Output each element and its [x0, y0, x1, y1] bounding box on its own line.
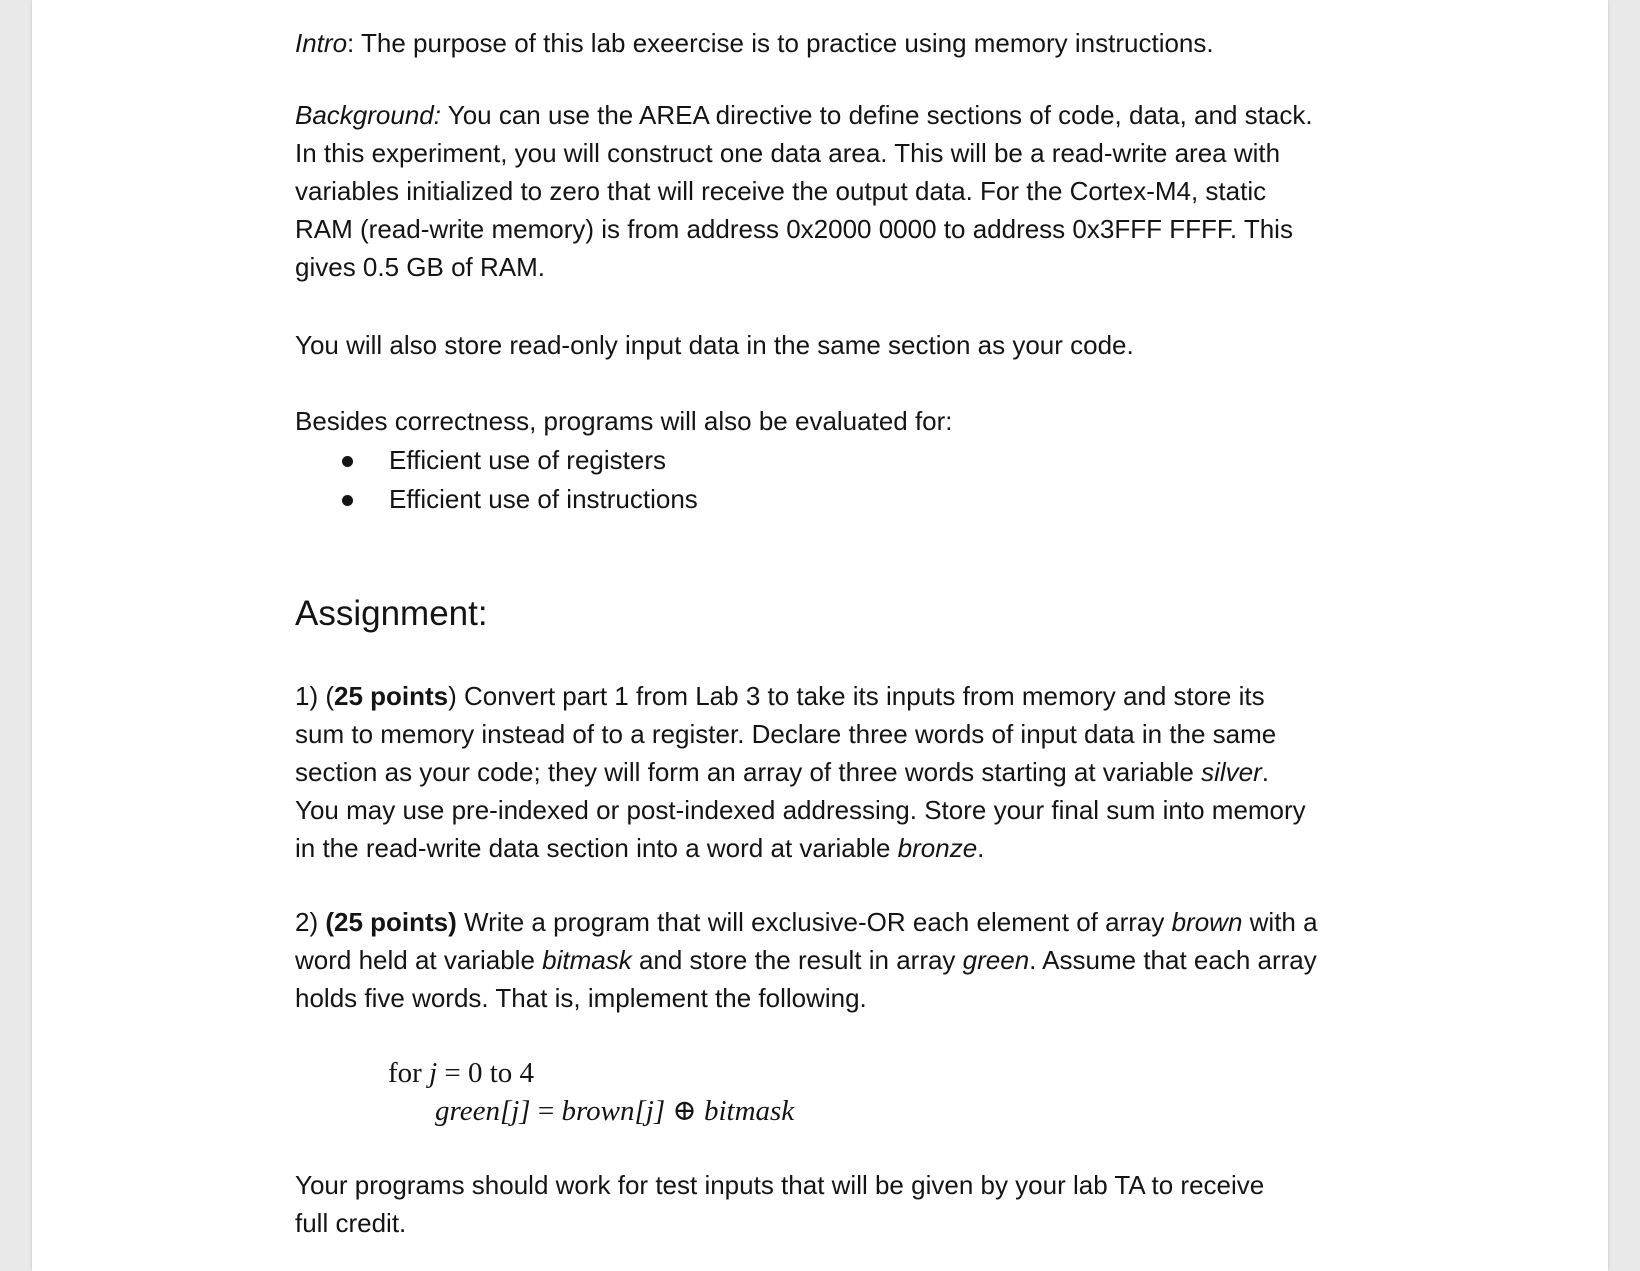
formula-line-1: for j = 0 to 4 [388, 1057, 535, 1089]
task-1-paragraph: 1) (25 points) Convert part 1 from Lab 3 to take its inputs from memory and store its sum to memory instead of to a register. Declare three words of input data in the same section as your code; they will form an array of three words starting at variable silver. You may use pre-indexed or post-indexed addressing. Store your final sum into memory in the read-write data section into a word at variable bronze. [295, 681, 1306, 863]
variable-green: green [962, 945, 1030, 975]
background-line-4: RAM (read-write memory) is from address 0x2000 0000 to address 0x3FFF FFFF. This [295, 214, 1293, 244]
background-line-1: You can use the AREA directive to define sections of code, data, and stack. [440, 100, 1313, 130]
background-line-5: gives 0.5 GB of RAM. [295, 252, 545, 282]
evaluation-intro: Besides correctness, programs will also be evaluated for: [295, 406, 953, 436]
readonly-note: You will also store read-only input data in the same section as your code. [295, 330, 1134, 360]
list-item: Efficient use of registers [295, 441, 698, 480]
intro-label: Intro [295, 28, 348, 58]
list-item: Efficient use of instructions [295, 480, 698, 519]
task-2-points: (25 points) [325, 907, 457, 937]
formula-line-2: green[j] = brown[j] ⊕ bitmask [435, 1095, 795, 1127]
background-line-2: In this experiment, you will construct one data area. This will be a read-write area with [295, 138, 1281, 168]
variable-bitmask: bitmask [542, 945, 632, 975]
variable-bronze: bronze [897, 833, 978, 863]
background-label: Background: [295, 100, 441, 130]
background-paragraph [295, 96, 1435, 286]
task-2-paragraph: 2) (25 points) Write a program that will exclusive-OR each element of array brown with a word held at variable bitmask and store the result in array green. Assume that each array holds five words. That is, implement the following. [295, 907, 1318, 1013]
background-line-3: variables initialized to zero that will receive the output data. For the Cortex-M4, static [295, 176, 1267, 206]
document-page [32, 0, 1608, 1271]
variable-silver: silver [1201, 757, 1262, 787]
intro-text: : The purpose of this lab exeercise is to practice using memory instructions. [347, 28, 1214, 58]
task-1-points: 25 points [334, 681, 449, 711]
intro-paragraph [295, 24, 1435, 62]
xor-operator: ⊕ [665, 1095, 704, 1127]
assignment-heading: Assignment: [295, 594, 488, 633]
bullet-icon [342, 456, 353, 467]
bullet-icon [342, 495, 353, 506]
evaluation-list [295, 441, 698, 519]
variable-brown: brown [1171, 907, 1243, 937]
closing-paragraph: Your programs should work for test inputs that will be given by your lab TA to receive full credit. [295, 1170, 1265, 1238]
